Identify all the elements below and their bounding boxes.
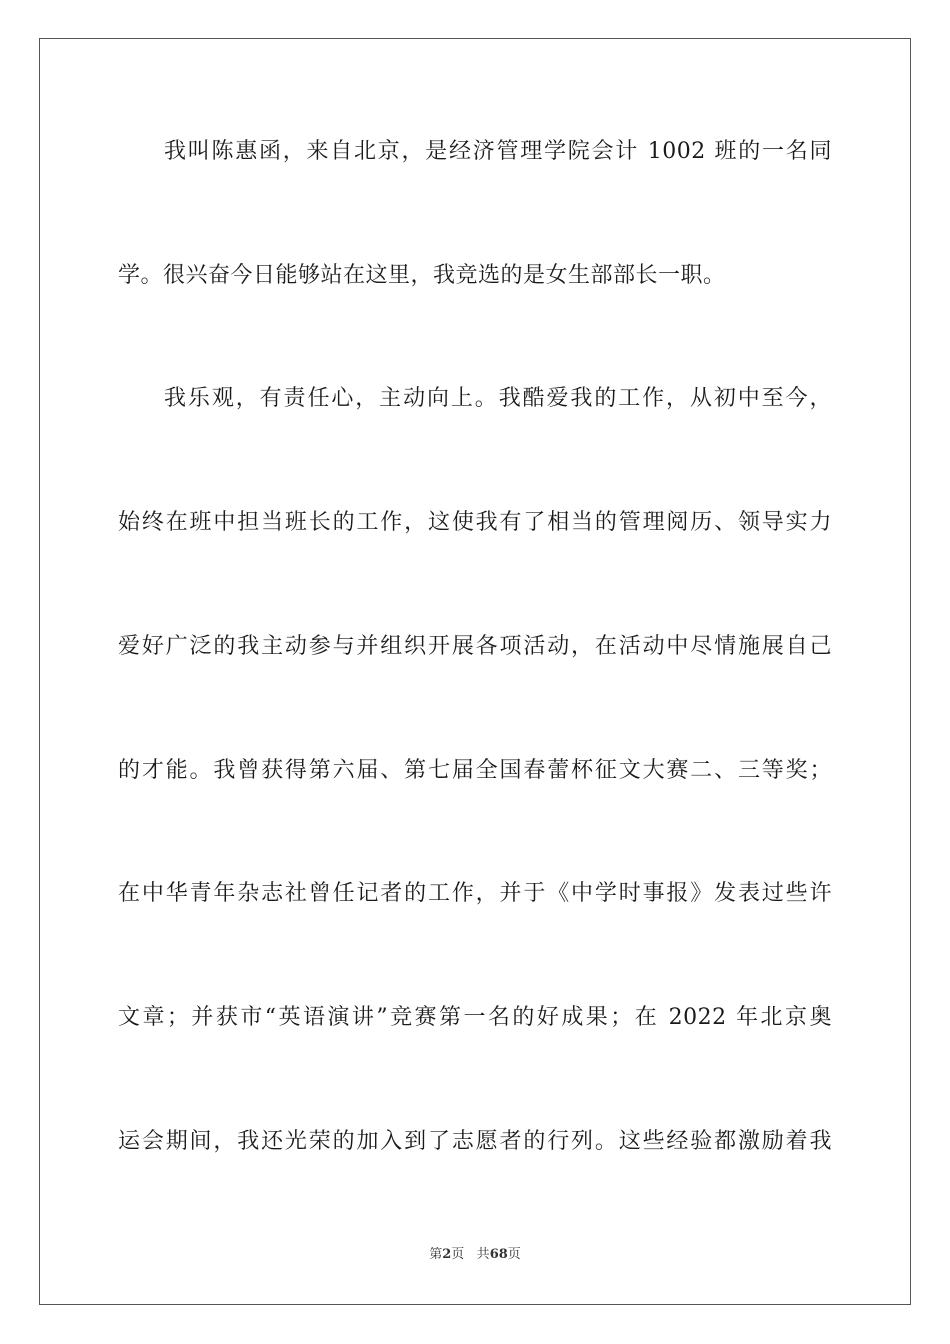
paragraph-2-line-2: 始终在班中担当班长的工作，这使我有了相当的管理阅历、领导实力 [118, 510, 832, 535]
paragraph-2-line-5: 在中华青年杂志社曾任记者的工作，并于《中学时事报》发表过些许 [118, 881, 832, 906]
page-border [39, 38, 911, 1305]
page-footer [0, 1246, 950, 1264]
paragraph-2-line-3: 爱好广泛的我主动参与并组织开展各项活动，在活动中尽情施展自己 [118, 634, 832, 659]
paragraph-2-line-4: 的才能。我曾获得第六届、第七届全国春蕾杯征文大赛二、三等奖； [118, 758, 832, 783]
page-prefix: 第 [429, 1247, 443, 1262]
total-pages: 68 [489, 1247, 508, 1262]
paragraph-1-line-1: 我叫陈惠函，来自北京，是经济管理学院会计 1002 班的一名同 [164, 139, 832, 164]
paragraph-1-line-2: 学。很兴奋今日能够站在这里，我竞选的是女生部部长一职。 [118, 263, 726, 288]
total-suffix: 页 [507, 1247, 521, 1262]
paragraph-2-line-1: 我乐观，有责任心，主动向上。我酷爱我的工作，从初中至今， [164, 386, 832, 411]
total-prefix: 共 [476, 1247, 490, 1262]
page-number: 2 [442, 1247, 452, 1262]
paragraph-2-line-6: 文章；并获市“英语演讲”竞赛第一名的好成果；在 2022 年北京奥 [118, 1005, 832, 1030]
page-suffix: 页 [451, 1247, 465, 1262]
paragraph-2-line-7: 运会期间，我还光荣的加入到了志愿者的行列。这些经验都激励着我 [118, 1129, 832, 1154]
